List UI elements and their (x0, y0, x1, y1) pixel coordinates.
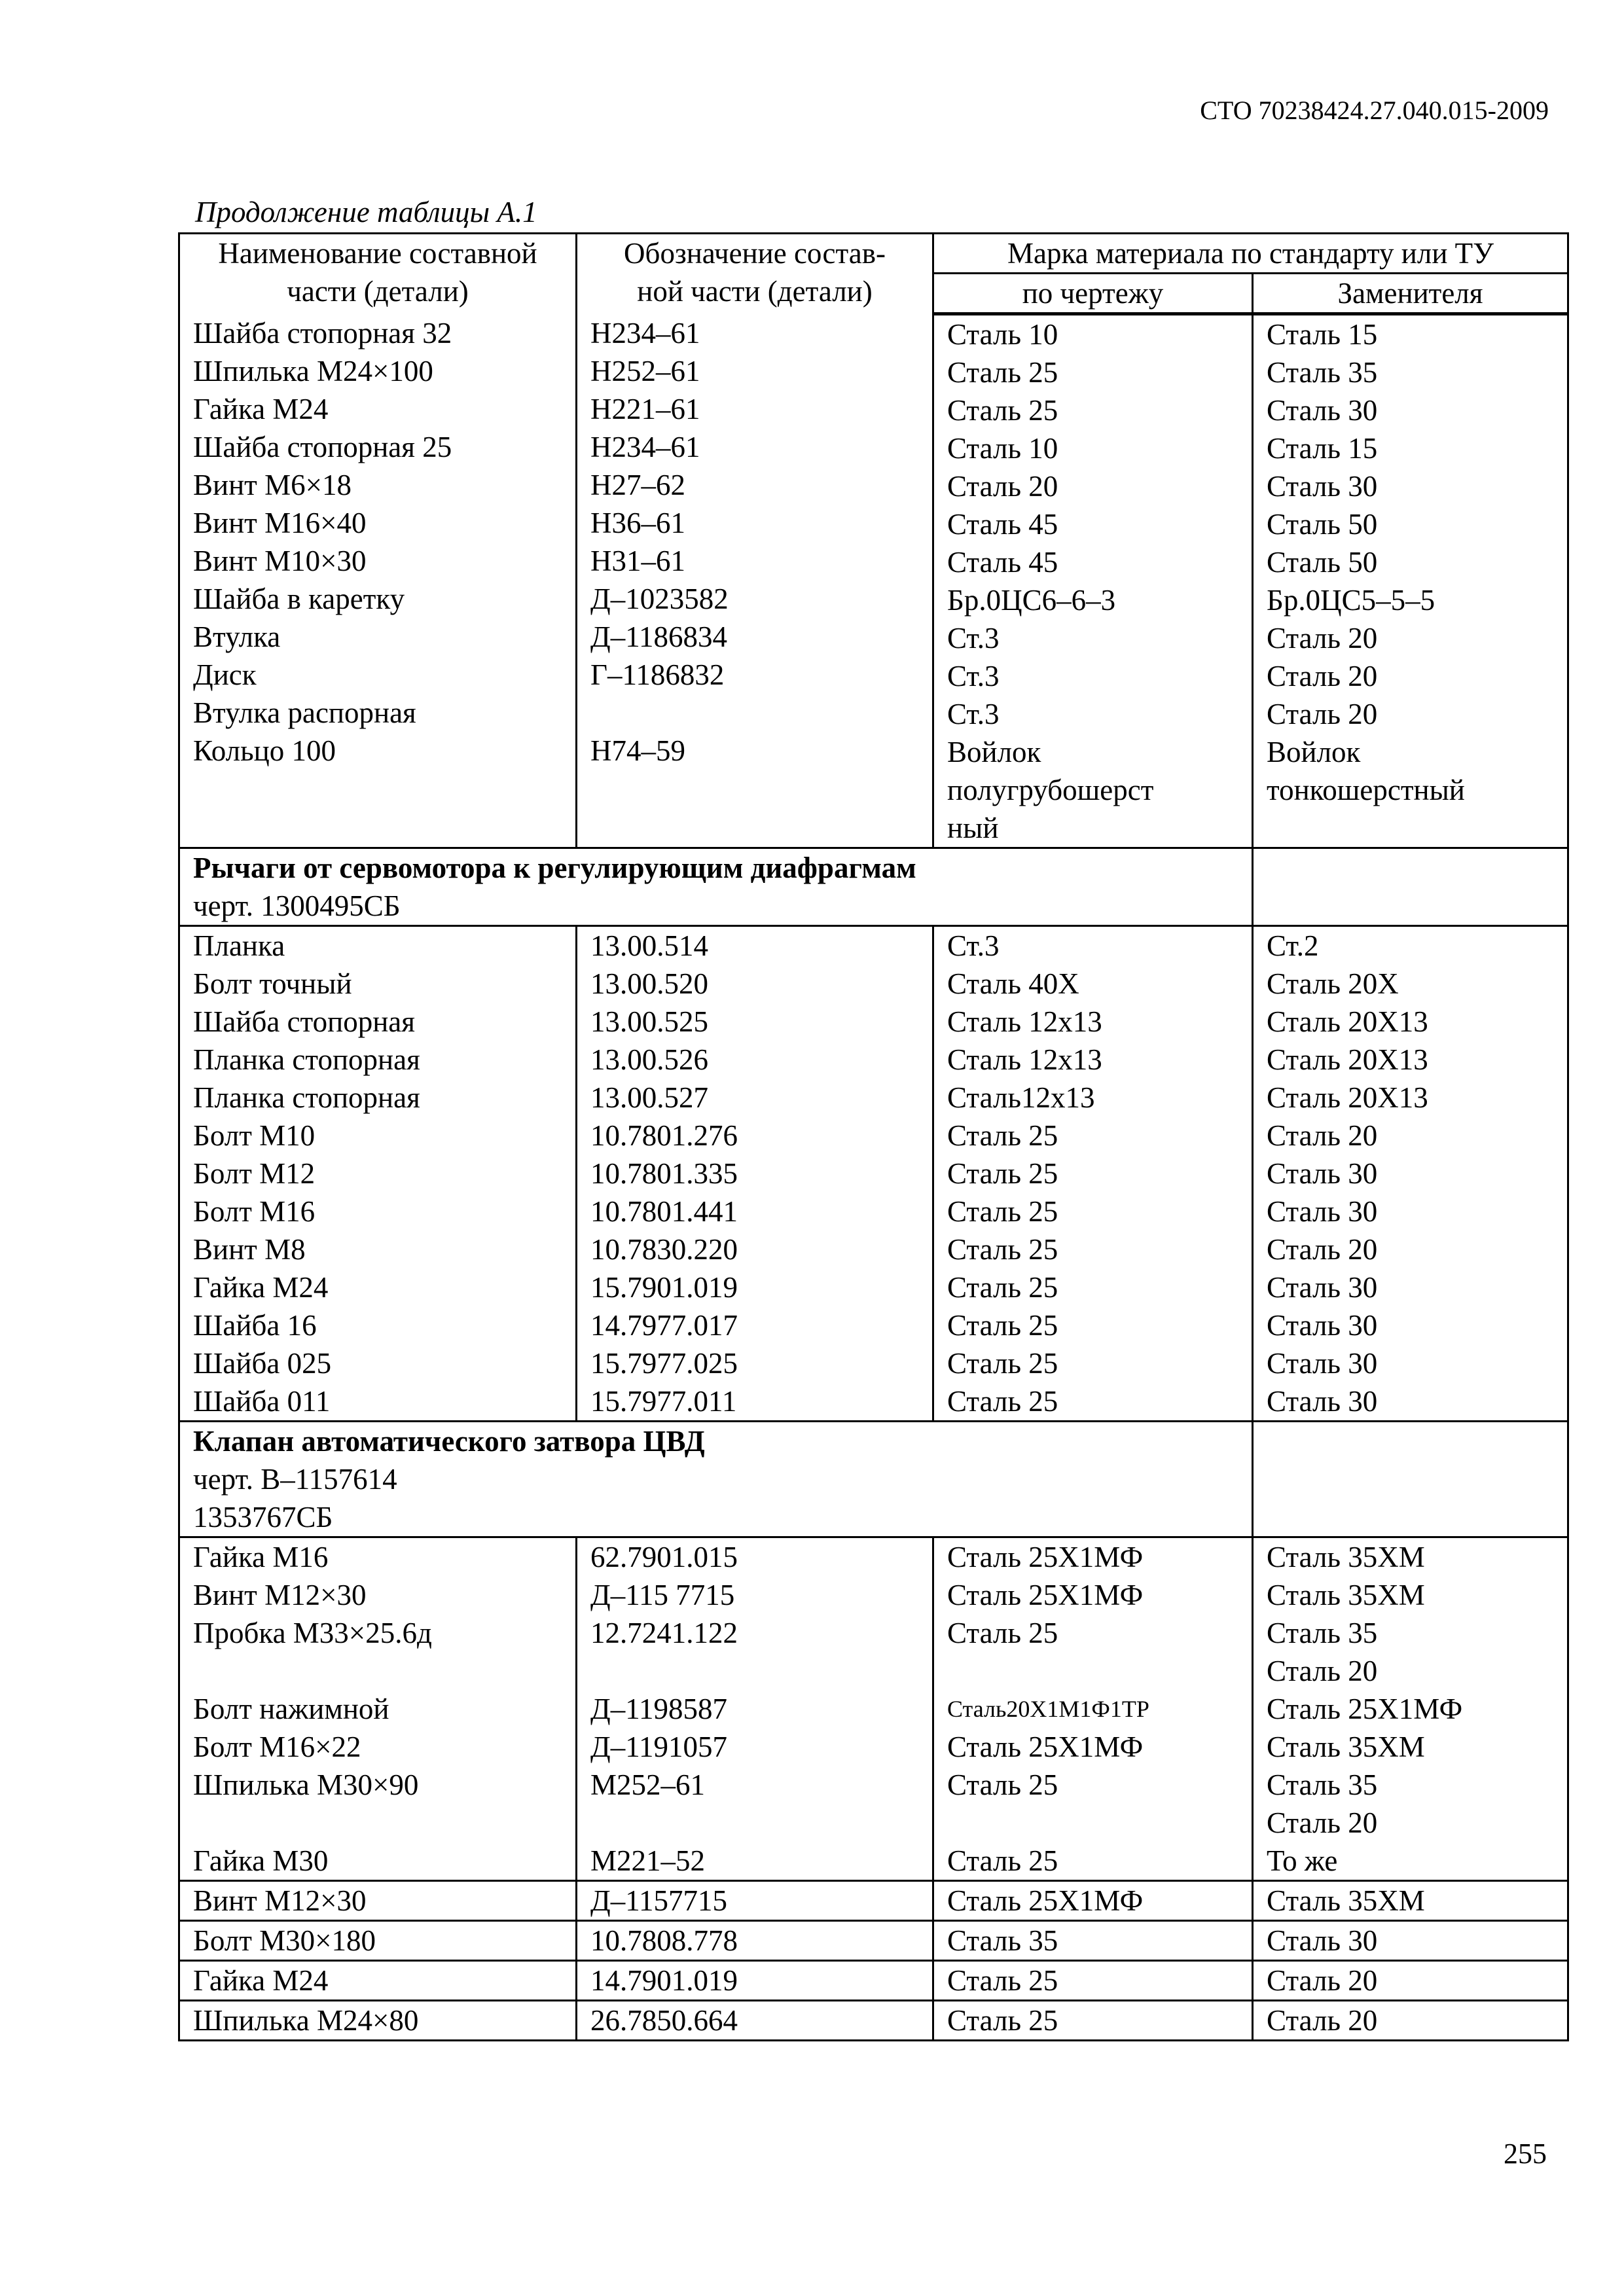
cell-line: Болт нажимной (193, 1693, 389, 1725)
header-part-code: Обозначение состав- ной части (детали) (577, 234, 933, 314)
cell-line (193, 1652, 562, 1690)
cell-line: Сталь 20Х13 (1267, 1043, 1428, 1076)
section-2-title-cell (179, 848, 1253, 926)
cell-line: Сталь 25 (947, 394, 1058, 427)
materials-table (178, 232, 1569, 2041)
cell-line: Войлок (1267, 736, 1361, 768)
cell-line (193, 1804, 562, 1842)
cell-line: Сталь 20 (947, 470, 1058, 503)
cell-line: Сталь12х13 (947, 1081, 1095, 1114)
cell-line: Винт М6×18 (193, 468, 352, 501)
cell-line: Сталь 25Х1МФ (947, 1579, 1144, 1611)
section-3-empty (1253, 1422, 1568, 1537)
cell-line: Сталь 35 (1267, 356, 1378, 389)
group-3-codes (577, 1537, 933, 1881)
group-3-drawing (933, 1537, 1253, 1881)
cell-line: Сталь 10 (947, 318, 1058, 351)
cell-line: Планка (193, 929, 285, 962)
cell-line: Шайба стопорная 25 (193, 430, 452, 463)
group-2-names (179, 926, 577, 1422)
table-row: Винт М12×30 Д–1157715 Сталь 25Х1МФ Сталь 35ХМ (179, 1881, 1568, 1921)
table-row: Болт М30×180 10.7808.778 Сталь 35 Сталь 30 (179, 1921, 1568, 1961)
cell-line: Д–1023582 (590, 582, 729, 615)
cell-line: Болт М12 (193, 1157, 316, 1190)
cell-line (947, 1652, 1238, 1690)
cell-line: Ст.3 (947, 622, 1000, 655)
cell-line: Сталь 20 (1267, 698, 1378, 730)
cell-line: Н36–61 (590, 506, 685, 539)
cell-line: Сталь 25 (947, 1309, 1058, 1342)
cell-line: Сталь 25 (947, 1844, 1058, 1877)
group-1-names (179, 314, 577, 848)
cell-line: Сталь 25 (947, 1271, 1058, 1304)
cell-line: Сталь 20 (1267, 660, 1378, 692)
cell-line: 15.7901.019 (590, 1271, 738, 1304)
cell-line: Сталь 20Х13 (1267, 1005, 1428, 1038)
cell-line: Сталь 25 (947, 1195, 1058, 1228)
cell-line: Сталь 12х13 (947, 1043, 1102, 1076)
cell-line: Гайка М24 (193, 1271, 329, 1304)
cell-line: Винт М16×40 (193, 506, 367, 539)
cell-line: Сталь 50 (1267, 508, 1378, 541)
section-3-drawing-ref: черт. В–1157614 (193, 1463, 397, 1496)
cell-line: Пробка М33×25.6д (193, 1617, 432, 1649)
cell-line (590, 770, 919, 808)
cell-line: Гайка М16 (193, 1541, 329, 1573)
cell-line: Сталь 20 (1267, 1655, 1378, 1687)
cell-line: Болт точный (193, 967, 352, 1000)
cell-line: 10.7830.220 (590, 1233, 738, 1266)
cell-line: 10.7801.276 (590, 1119, 738, 1152)
cell-line: Сталь 20 (1267, 1806, 1378, 1839)
cell-line: ный (947, 812, 999, 844)
cell-line (1267, 809, 1554, 847)
cell-line: Винт М10×30 (193, 544, 367, 577)
cell-line: Д–1198587 (590, 1693, 728, 1725)
cell-line: Кольцо 100 (193, 734, 336, 767)
cell-line: Сталь 50 (1267, 546, 1378, 579)
page-number: 255 (1504, 2138, 1547, 2170)
cell-line: Гайка М30 (193, 1844, 329, 1877)
cell-line: Втулка (193, 620, 281, 653)
cell-line: 13.00.526 (590, 1043, 708, 1076)
cell-line: 13.00.514 (590, 929, 708, 962)
header-substitute: Заменителя (1253, 274, 1568, 314)
cell-line: Сталь 40Х (947, 967, 1079, 1000)
cell-line: Шайба 011 (193, 1385, 331, 1418)
cell-line: Бр.0ЦС6–6–3 (947, 584, 1116, 617)
cell-line (947, 1804, 1238, 1842)
cell-line: Винт М8 (193, 1233, 306, 1266)
cell-line: Сталь 30 (1267, 1195, 1378, 1228)
header-material-grade: Марка материала по стандарту или ТУ (933, 234, 1568, 274)
cell-line: Сталь 20 (1267, 1233, 1378, 1266)
cell-line: Сталь 25 (947, 356, 1058, 389)
cell-line: Сталь 20 (1267, 622, 1378, 655)
header-part-name: Наименование составной части (детали) (179, 234, 577, 314)
section-3-title-cell (179, 1422, 1253, 1537)
cell-line: Н252–61 (590, 354, 700, 387)
cell-line: Сталь 35 (1267, 1768, 1378, 1801)
group-2-drawing (933, 926, 1253, 1422)
cell-line (590, 1652, 919, 1690)
table-caption: Продолжение таблицы А.1 (195, 196, 537, 228)
cell-line: Ст.3 (947, 660, 1000, 692)
cell-line: Сталь 35 (1267, 1617, 1378, 1649)
cell-line: Н74–59 (590, 734, 685, 767)
cell-line: 13.00.527 (590, 1081, 708, 1114)
cell-line: Сталь 25 (947, 1385, 1058, 1418)
cell-line: Сталь 15 (1267, 432, 1378, 465)
cell-line: Сталь 25 (947, 1233, 1058, 1266)
cell-line: Сталь 35ХМ (1267, 1541, 1425, 1573)
cell-line: Болт М16×22 (193, 1731, 361, 1763)
cell-line: Гайка М24 (193, 392, 329, 425)
cell-line: Сталь 25 (947, 1617, 1058, 1649)
cell-line: Сталь 10 (947, 432, 1058, 465)
cell-line: Д–115 7715 (590, 1579, 735, 1611)
cell-line: Шайба 025 (193, 1347, 332, 1380)
cell-line: 12.7241.122 (590, 1617, 738, 1649)
cell-line: Н27–62 (590, 468, 685, 501)
cell-line: Н234–61 (590, 430, 700, 463)
cell-line: Ст.3 (947, 929, 1000, 962)
section-3-title: Клапан автоматического затвора ЦВД (193, 1425, 705, 1458)
group-1-codes (577, 314, 933, 848)
cell-line: Шпилька М24×100 (193, 354, 433, 387)
table-row: Гайка М24 14.7901.019 Сталь 25 Сталь 20 (179, 1961, 1568, 2001)
cell-line: Сталь 20Х13 (1267, 1081, 1428, 1114)
cell-line: Сталь 30 (1267, 394, 1378, 427)
cell-line: Болт М10 (193, 1119, 316, 1152)
cell-line: М252–61 (590, 1768, 706, 1801)
cell-line: Винт М12×30 (193, 1579, 367, 1611)
section-2-title: Рычаги от сервомотора к регулирующим диафрагмам (193, 852, 916, 884)
cell-line: Планка стопорная (193, 1043, 420, 1076)
cell-line: Сталь20Х1М1Ф1ТР (947, 1696, 1149, 1722)
cell-line: Сталь 35ХМ (1267, 1579, 1425, 1611)
cell-line: Шайба стопорная 32 (193, 316, 452, 350)
section-3-assembly: 1353767СБ (193, 1501, 333, 1534)
cell-line: Сталь 30 (1267, 1347, 1378, 1380)
cell-line: Н221–61 (590, 392, 700, 425)
cell-line: 15.7977.011 (590, 1385, 737, 1418)
cell-line: Войлок (947, 736, 1041, 768)
cell-line: Г–1186832 (590, 658, 725, 691)
cell-line: Сталь 45 (947, 546, 1058, 579)
cell-line: Сталь 12х13 (947, 1005, 1102, 1038)
cell-line: Шайба в каретку (193, 582, 405, 615)
cell-line: Сталь 25Х1МФ (1267, 1693, 1463, 1725)
section-2-header (179, 848, 1568, 926)
cell-line: Ст.3 (947, 698, 1000, 730)
group-2-substitute (1253, 926, 1568, 1422)
cell-line: Сталь 25 (947, 1768, 1058, 1801)
cell-line: 10.7801.441 (590, 1195, 738, 1228)
cell-line: Д–1191057 (590, 1731, 728, 1763)
cell-line: 13.00.525 (590, 1005, 708, 1038)
cell-line: Д–1186834 (590, 620, 728, 653)
group-3-rows (179, 1537, 1568, 1881)
cell-line: Сталь 30 (1267, 1309, 1378, 1342)
cell-line: Шайба стопорная (193, 1005, 415, 1038)
cell-line (590, 694, 919, 732)
cell-line: Сталь 30 (1267, 1271, 1378, 1304)
cell-line: 10.7801.335 (590, 1157, 738, 1190)
group-3-substitute (1253, 1537, 1568, 1881)
cell-line: Сталь 25 (947, 1119, 1058, 1152)
cell-line: Сталь 45 (947, 508, 1058, 541)
cell-line: Сталь 15 (1267, 318, 1378, 351)
table-header-row-1 (179, 234, 1568, 274)
cell-line: Сталь 30 (1267, 1157, 1378, 1190)
cell-line: Н31–61 (590, 544, 685, 577)
cell-line: Сталь 20 (1267, 1119, 1378, 1152)
cell-line: Бр.0ЦС5–5–5 (1267, 584, 1435, 617)
cell-line: Сталь 25 (947, 1157, 1058, 1190)
cell-line: 14.7977.017 (590, 1309, 738, 1342)
cell-line: Сталь 25Х1МФ (947, 1731, 1144, 1763)
cell-line: М221–52 (590, 1844, 706, 1877)
group-1-substitute (1253, 314, 1568, 848)
table-row: Шпилька М24×80 26.7850.664 Сталь 25 Сталь 20 (179, 2001, 1568, 2041)
group-1-rows (179, 314, 1568, 848)
group-1-drawing (933, 314, 1253, 848)
cell-line (590, 1804, 919, 1842)
cell-line: Сталь 20Х (1267, 967, 1399, 1000)
cell-line (193, 808, 562, 846)
cell-line: 13.00.520 (590, 967, 708, 1000)
cell-line: 15.7977.025 (590, 1347, 738, 1380)
cell-line: Сталь 35ХМ (1267, 1731, 1425, 1763)
cell-line: Втулка распорная (193, 696, 416, 729)
cell-line: Шпилька М30×90 (193, 1768, 419, 1801)
section-3-header (179, 1422, 1568, 1537)
cell-line: То же (1267, 1844, 1338, 1877)
group-2-codes (577, 926, 933, 1422)
cell-line: Ст.2 (1267, 929, 1319, 962)
cell-line: Планка стопорная (193, 1081, 420, 1114)
cell-line (590, 808, 919, 846)
cell-line: Сталь 30 (1267, 1385, 1378, 1418)
cell-line: Сталь 25 (947, 1347, 1058, 1380)
document-code: СТО 70238424.27.040.015-2009 (1200, 96, 1549, 125)
cell-line: Сталь 30 (1267, 470, 1378, 503)
cell-line (193, 770, 562, 808)
cell-line: Шайба 16 (193, 1309, 317, 1342)
section-2-empty (1253, 848, 1568, 926)
cell-line: Н234–61 (590, 316, 700, 350)
section-2-drawing-ref: черт. 1300495СБ (193, 889, 401, 922)
cell-line: 62.7901.015 (590, 1541, 738, 1573)
group-3-names (179, 1537, 577, 1881)
cell-line: Сталь 25Х1МФ (947, 1541, 1144, 1573)
group-2-rows (179, 926, 1568, 1422)
cell-line: полугрубошерст (947, 774, 1154, 806)
cell-line: тонкошерстный (1267, 774, 1465, 806)
header-drawing: по чертежу (933, 274, 1253, 314)
cell-line: Диск (193, 658, 257, 691)
cell-line: Болт М16 (193, 1195, 316, 1228)
